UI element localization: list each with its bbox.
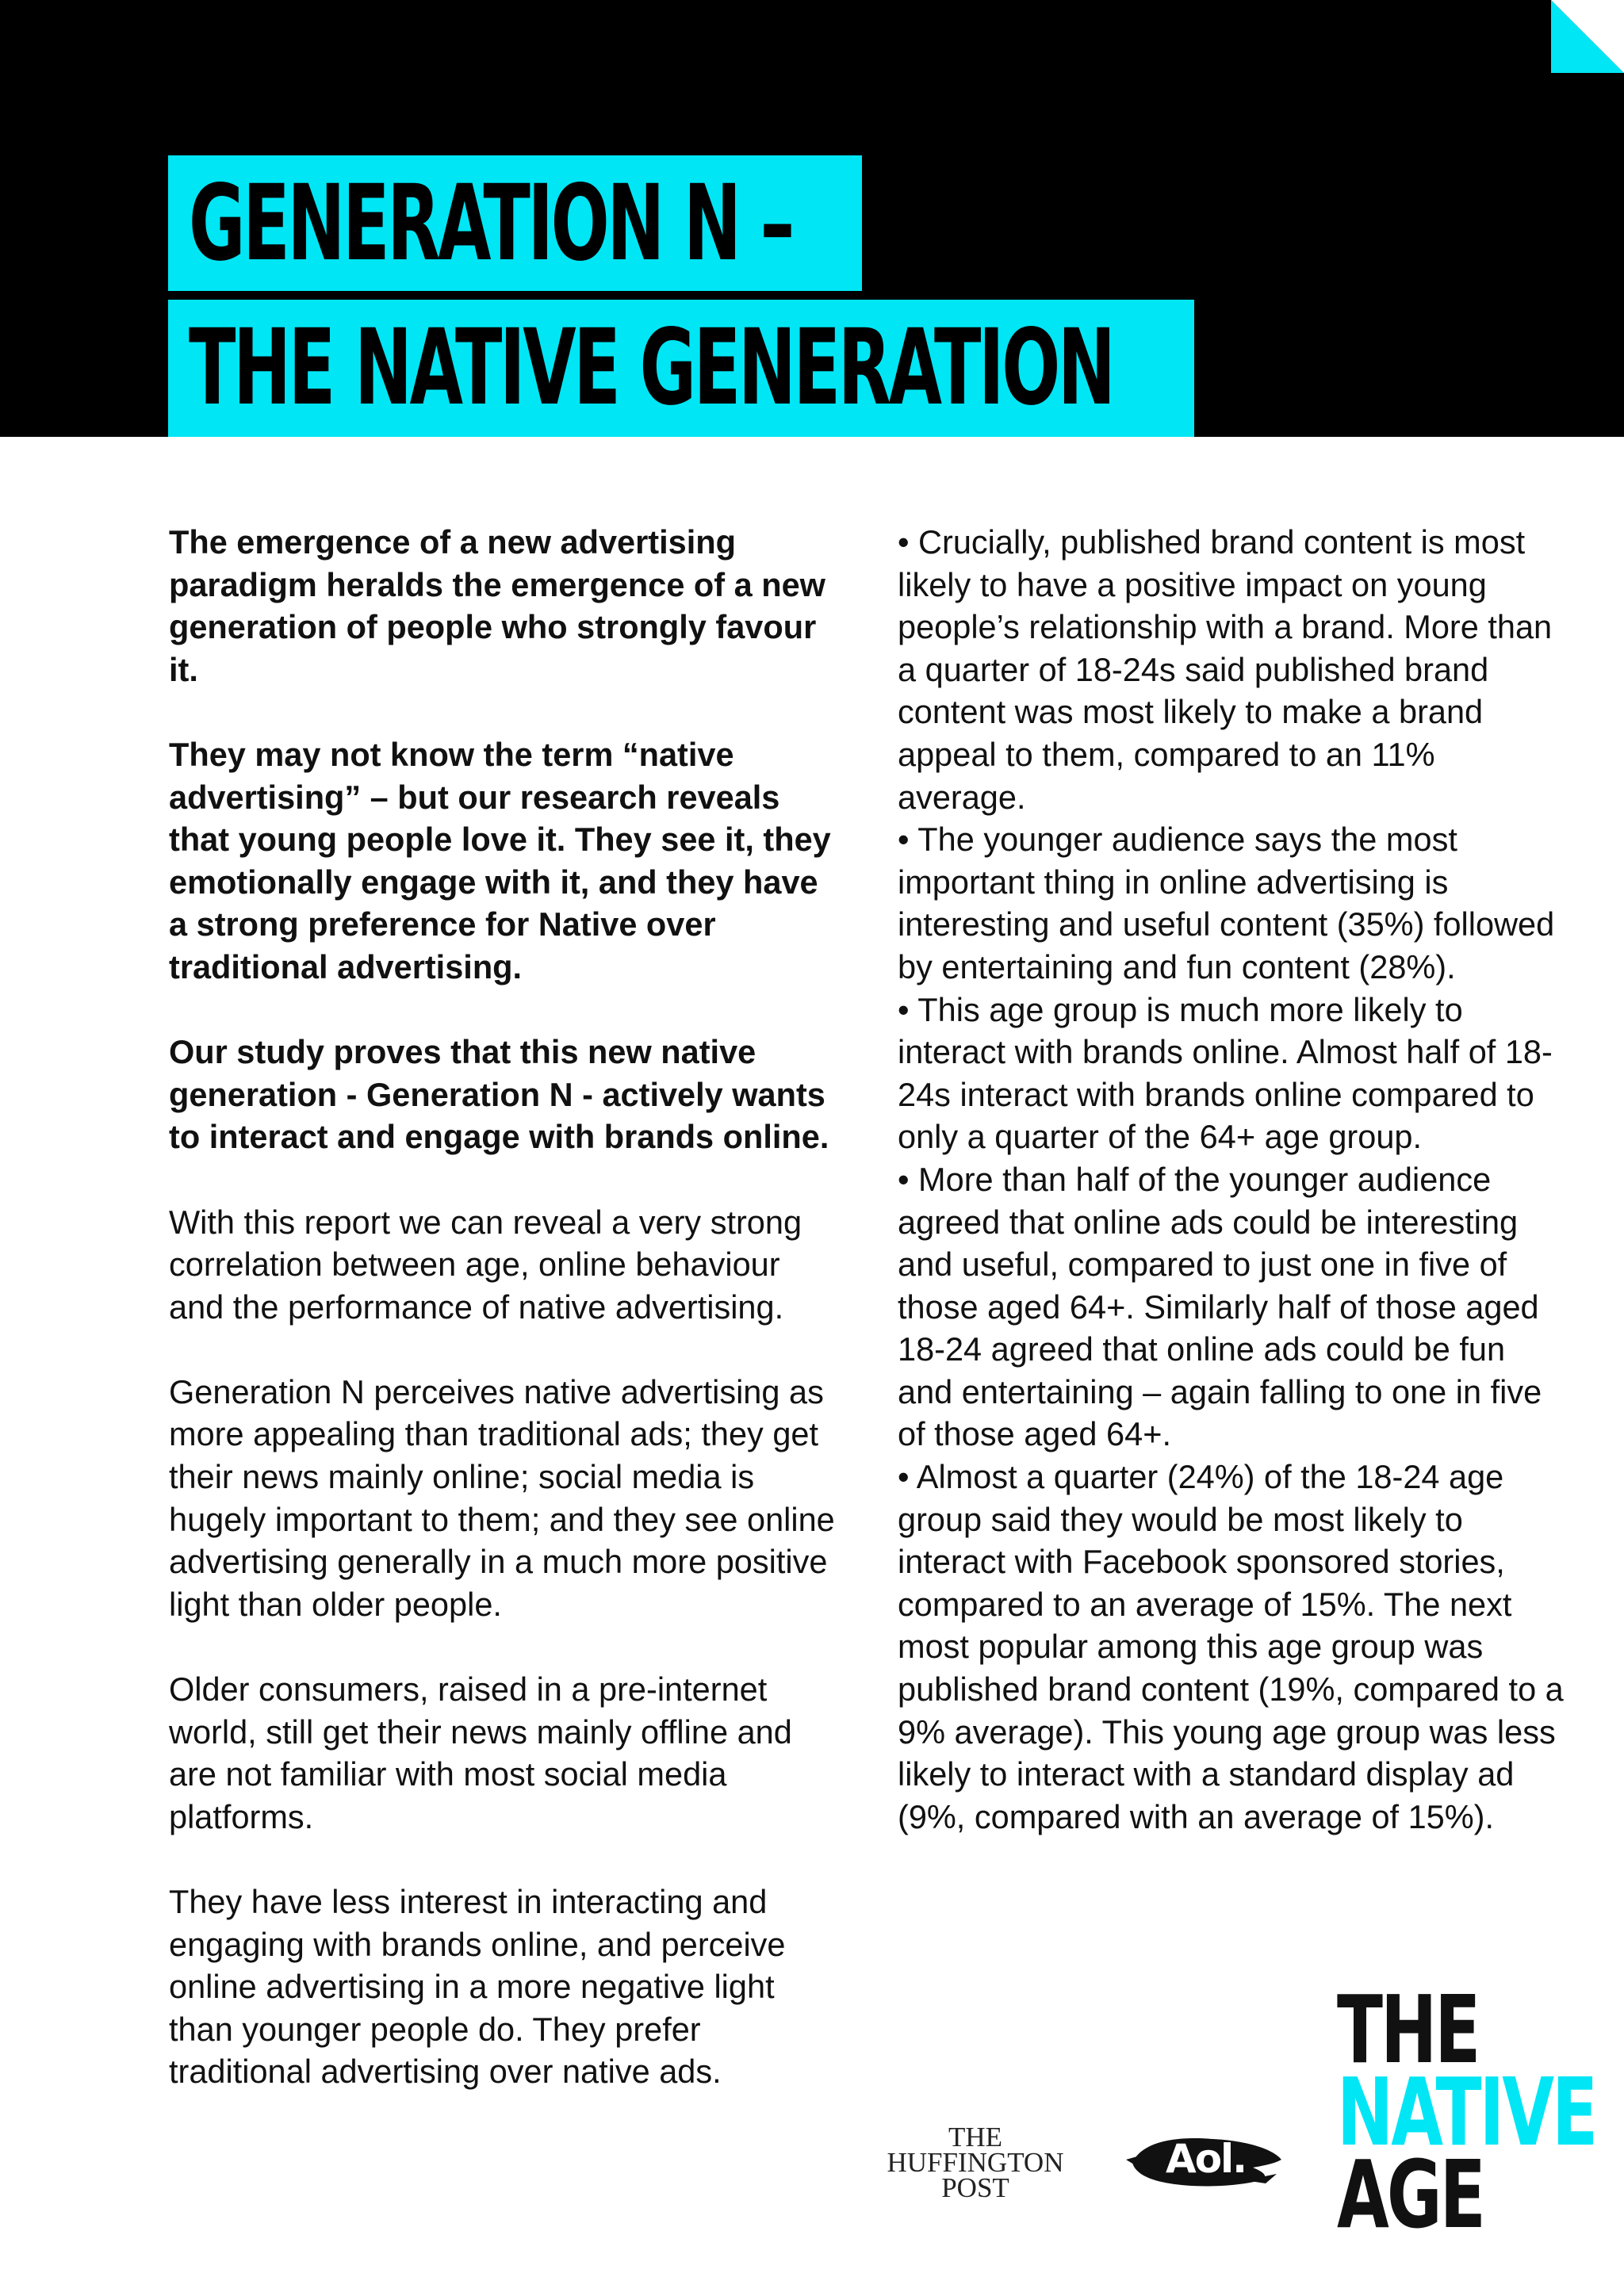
bullet-item: • Crucially, published brand content is most likely to have a positive impact on young people’s relationship with a brand. More than a quarter of 18-24s said published brand content was most likely to make a brand appeal to them, compared to an 11% average. [898, 523, 1553, 816]
left-column [169, 521, 843, 2136]
huffpost-logo-line: POST [941, 2172, 1009, 2203]
page-title-line-1 [168, 155, 862, 291]
native-age-logo-line: THE [1337, 1975, 1479, 2084]
page-corner-fold-icon [1551, 0, 1624, 73]
native-age-logo-line: AGE [1337, 2140, 1484, 2249]
intro-paragraph: Our study proves that this new native generation - Generation N - actively wants to interact and engage with brands online. [169, 1033, 829, 1156]
huffington-post-logo [864, 2122, 1086, 2203]
right-column [898, 521, 1564, 1838]
native-age-logo [1337, 1975, 1624, 2249]
bullet-item: • This age group is much more likely to interact with brands online. Almost half of 18-24s interact with brands online compared to only a quarter of the 64+ age group. [898, 990, 1553, 1156]
bullet-item: • More than half of the younger audience agreed that online ads could be interesting and useful, compared to just one in five of those aged 64+. Similarly half of those aged 18-24 agreed that online ads could be fun and entertaining – again falling to one in five of those aged 64+. [898, 1160, 1542, 1453]
title-line-1-text: GENERATION N – [189, 163, 792, 285]
bullet-item: • The younger audience says the most important thing in online advertising is interesting and useful content (35%) followed by entertaining and fun content (28%). [898, 821, 1555, 985]
body-paragraph: Older consumers, raised in a pre-internet world, still get their news mainly offline and are not familiar with most social media platforms. [169, 1670, 792, 1835]
intro-paragraph: The emergence of a new advertising paradigm heralds the emergence of a new generation of people who strongly favour it. [169, 523, 825, 688]
aol-logo [1126, 2125, 1285, 2196]
huffpost-logo-line: THE [948, 2122, 1003, 2152]
body-paragraph: With this report we can reveal a very strong correlation between age, online behaviour and the performance of native advertising. [169, 1203, 802, 1326]
page-title-line-2 [168, 300, 1194, 437]
huffpost-logo-line: HUFFINGTON [887, 2147, 1064, 2178]
aol-logo-text: Aol. [1166, 2136, 1247, 2182]
bullet-item: • Almost a quarter (24%) of the 18-24 age group said they would be most likely to interact with Facebook sponsored stories, compared to an average of 15%. The next most popular among this age group was published brand content (19%, compared to a 9% average). This young age group was less likely to interact with a standard display ad (9%, compared with an average of 15%). [898, 1458, 1564, 1835]
title-line-2-text: THE NATIVE GENERATION [189, 307, 1113, 429]
body-paragraph: Generation N perceives native advertising as more appealing than traditional ads; they get their news mainly online; social media is hugely important to them; and they see online advertising generally in a much more positive light than older people. [169, 1372, 835, 1623]
intro-paragraph: They may not know the term “native advertising” – but our research reveals that young people love it. They see it, they emotionally engage with it, and they have a strong preference for Native over traditional advertising. [169, 735, 831, 985]
native-age-logo-line: NATIVE [1337, 2057, 1596, 2167]
body-paragraph: They have less interest in interacting and engaging with brands online, and perceive online advertising in a more negative light than younger people do. They prefer traditional advertising over native ads. [169, 1883, 786, 2091]
